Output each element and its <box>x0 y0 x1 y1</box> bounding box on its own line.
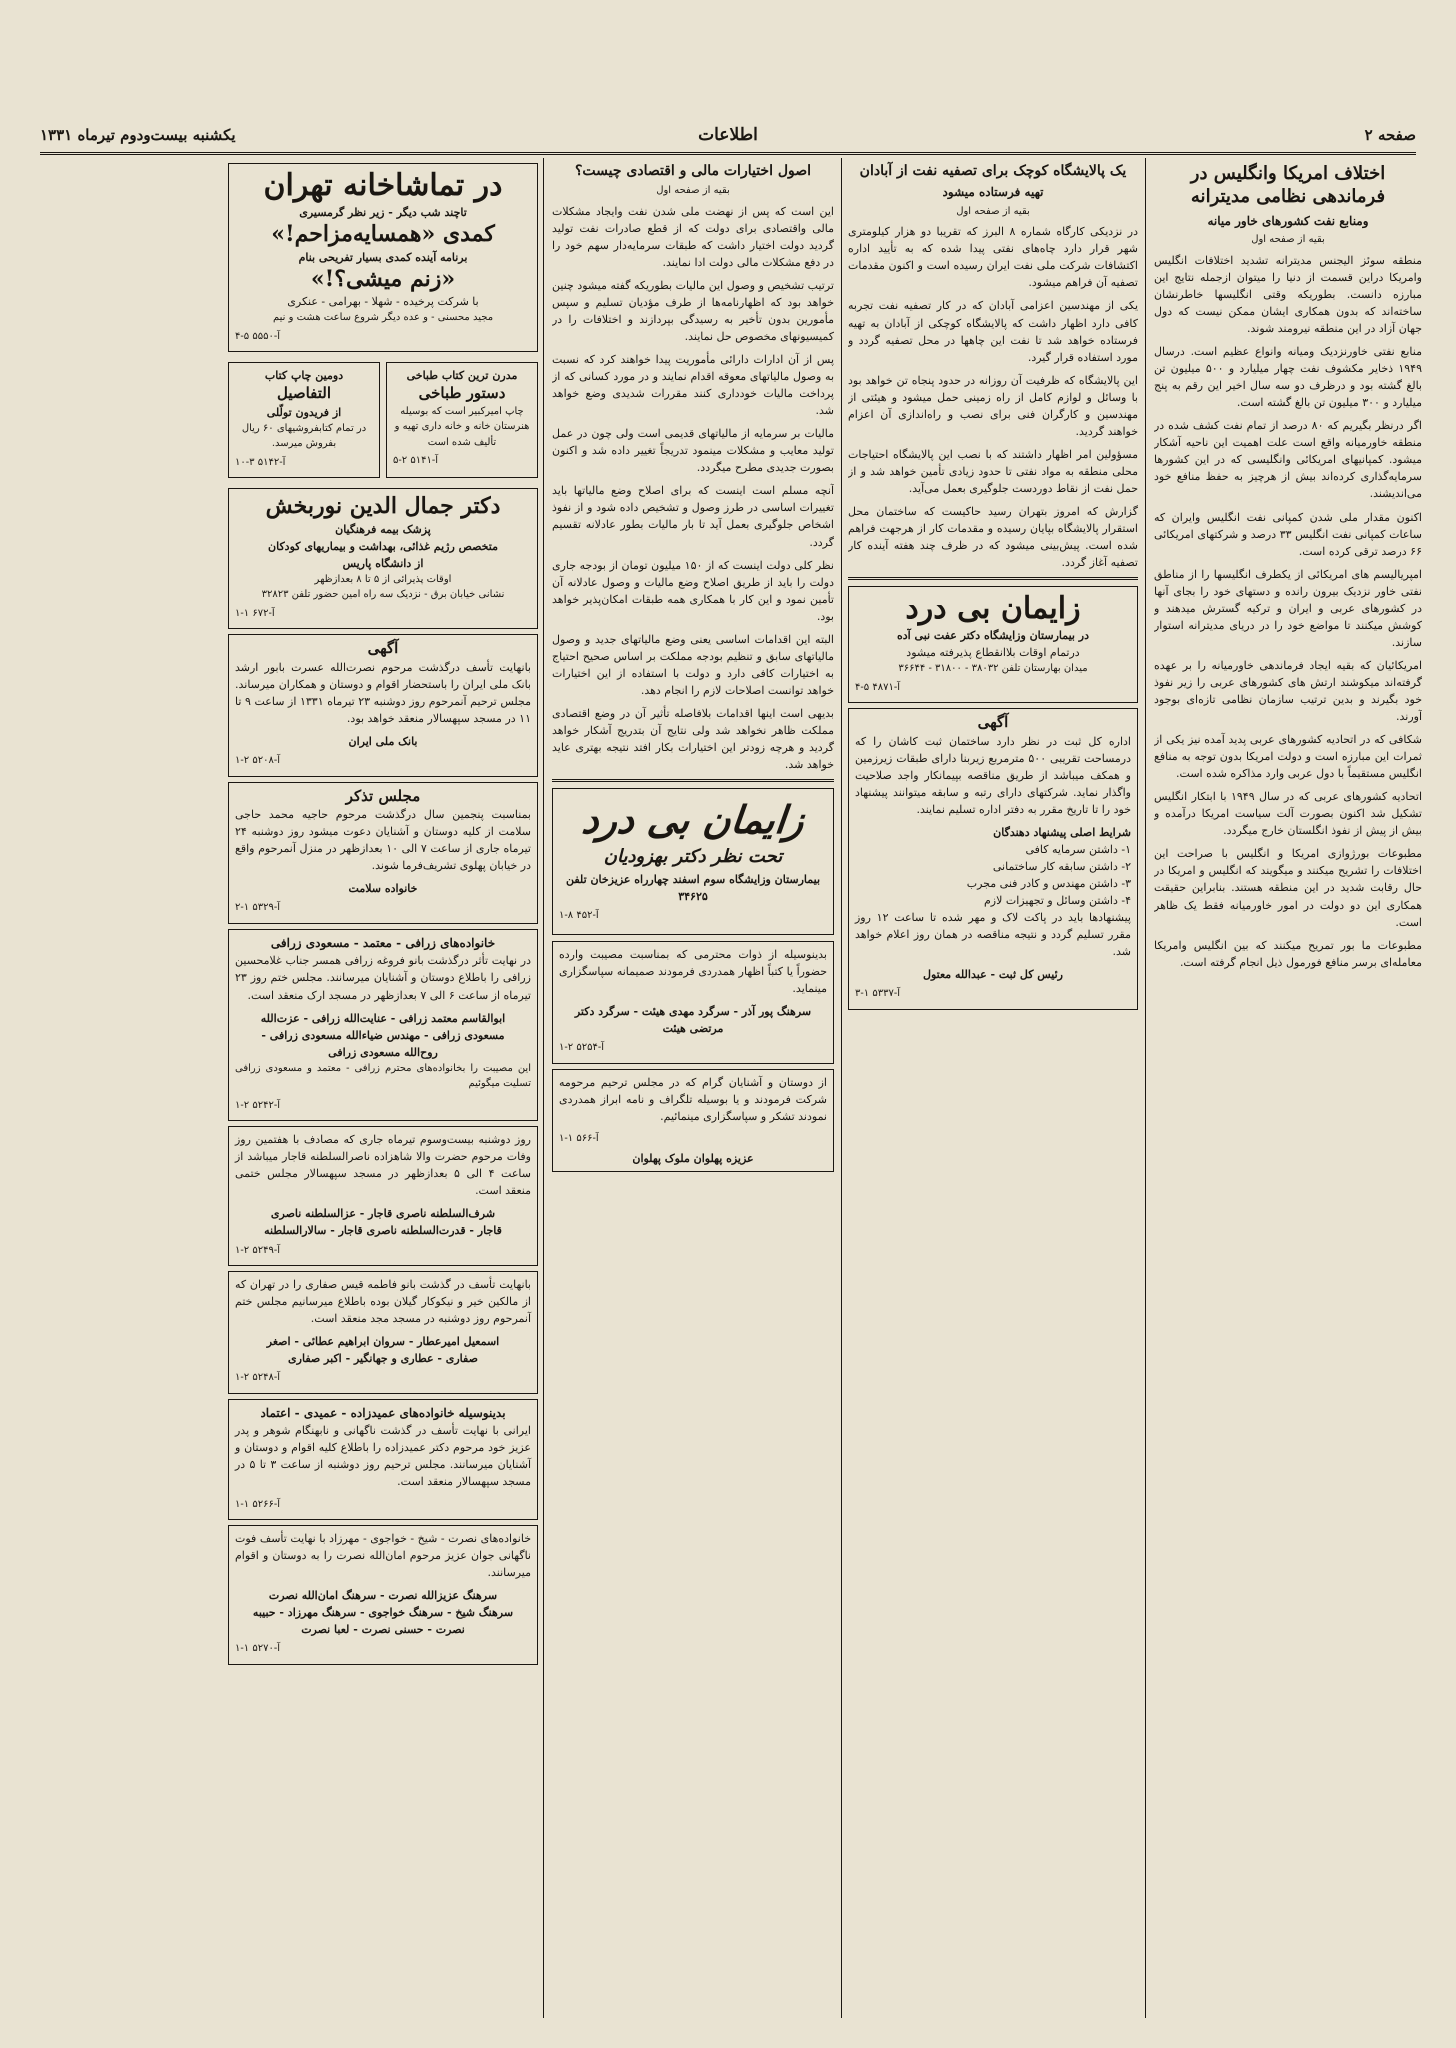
article-paragraph: اتحادیه کشورهای عربی که در سال ۱۹۴۹ با ابتکار انگلیس تشکیل شد اکنون بصورت آلت سیاست امریکا درآمده و بیش از پیش از نفوذ انگلستان خارج میگردد. <box>1154 790 1422 838</box>
notice-names: سرهنگ عزیزالله نصرت - سرهنگ امان‌الله نصرت <box>268 1589 498 1603</box>
ad-text: پیشنهادها باید در پاکت لاک و مهر شده تا ساعت ۱۲ روز مقرر تسلیم گردد و نتیجه مناقصه در همان روز اعلام خواهد شد. <box>855 911 1131 959</box>
article-paragraph: آنچه مسلم است اینست که برای اصلاح وضع مالیاتها باید تغییرات اساسی در طرز وصول و تشخیص داده شود و از نفوذ اشخاص جلوگیری بعمل آید تا بار مالیات بطور عادلانه تقسیم گردد. <box>552 484 834 549</box>
ad-book-cooking <box>386 362 538 478</box>
notice-signature: خانواده سلامت <box>348 882 418 896</box>
notice-family-amidzadeh <box>228 1399 538 1520</box>
ad-condition: ۳- داشتن مهندس و کادر فنی مجرب <box>966 877 1131 891</box>
article-paragraph: مطبوعات ما بور تمریح میکنند که بین انگلیس وامریکا معامله‌ای برسر منافع فورمول ذیل انجام گرفته است. <box>1154 938 1422 969</box>
notice-names: اسمعیل امیرعطار - سروان ابراهیم عطائی - اصغر <box>266 1335 500 1349</box>
article-paragraph: شکافی که در اتحادیه کشورهای عربی پدید آمده نیز یکی از ثمرات این مبارزه است و دولت امریکا بدون توجه به منافع انگلیس مستقیماً با دول عربی وارد مذاکره شده است. <box>1154 733 1422 781</box>
notice-title: خانواده‌های زرافی - معتمد - مسعودی زرافی <box>270 935 496 950</box>
ad-line: «زنم میشی؟!» <box>310 265 456 292</box>
subheadline: تهیه فرستاده میشود <box>942 185 1044 200</box>
notice-family-nosrat <box>228 1525 538 1665</box>
article-paragraph: مالیات بر سرمایه از مالیاتهای قدیمی است ولی چون در عمل تولید معایب و مشکلات مینمود تدریجاً تغییر داده شد و اکنون بصورت جدیدی مطرح میگردد. <box>552 427 834 475</box>
ad-painless-childbirth <box>848 586 1138 703</box>
continued-note: بقیه از صفحه اول <box>956 205 1030 217</box>
ad-title: دستور طباخی <box>418 384 506 403</box>
ad-code: آ-۵۲۴۲ ۲-۱ <box>235 1099 280 1111</box>
ad-line: دومین چاپ کتاب <box>264 369 344 383</box>
headline-us-uk-dispute: اختلاف امریکا وانگلیس در فرماندهی نظامی مدیترانه <box>1190 163 1386 208</box>
ad-condition: ۴- داشتن وسائل و تجهیزات لازم <box>984 894 1131 908</box>
column-3 <box>552 158 834 2018</box>
column-divider <box>1145 158 1146 2018</box>
ad-line: مجید محسنی - و عده دیگر شروع ساعت هشت و نیم <box>272 312 494 324</box>
column-1 <box>1154 158 1422 2018</box>
ad-code: آ-۵۲۰۸ ۲-۱ <box>235 755 280 767</box>
ad-line: متخصص رژیم غذائی، بهداشت و بیماریهای کودکان <box>268 539 498 553</box>
ad-title: در تماشاخانه تهران <box>263 168 503 203</box>
article-paragraph: پس از آن ادارات دارائی مأموریت پیدا خواهند کرد که نسبت به وصول مالیاتهای معوقه اقدام نمایند و در مورد کسانی که از پرداخت مالیات خودداری کنند مقررات شدیدی وضع خواهد شد. <box>552 353 834 418</box>
page-number: صفحه ۲ <box>1364 126 1416 144</box>
notice-names: ابوالقاسم معتمد زرافی - عنایت‌الله زرافی - عزت‌الله <box>260 1011 506 1025</box>
notice-text: خانواده‌های نصرت - شیخ - خواجوی - مهرزاد با نهایت تأسف فوت ناگهانی جوان عزیز مرحوم امان‌الله نصرت را به دوستان و اقوام میرسانند. <box>235 1532 531 1580</box>
ad-conditions-title: شرایط اصلی پیشنهاد دهندگان <box>993 826 1131 839</box>
article-paragraph: این پالایشگاه که ظرفیت آن روزانه در حدود پنجاه تن خواهد بود با وسائل و لوازم کامل از راه زمینی حمل میشود و هیئتی از مهندسین و کارگران فنی برای نصب و راه‌اندازی آن اعزام خواهند گردید. <box>848 373 1138 438</box>
notice-names: قاجار - قدرت‌السلطنه ناصری قاجار - سالارالسلطنه <box>264 1224 502 1238</box>
subheadline: ومنابع نفت کشورهای خاور میانه <box>1207 213 1369 228</box>
notice-title: مجلس تذکر <box>345 786 421 805</box>
ad-line: پزشک بیمه فرهنگیان <box>335 522 431 536</box>
article-paragraph: نظر کلی دولت اینست که از ۱۵۰ میلیون تومان از بودجه جاری دولت را باید از طریق اصلاح وضع مالیات و وصول عادلانه آن تأمین نمود و این کار با همکاری همه طبقات امکان‌پذیر خواهد بود. <box>552 558 834 623</box>
article-paragraph: اکنون مقدار ملی شدن کمپانی نفت انگلیس وایران که ساعات کمپانی نفت انگلیس ۳۳ درصد و شرکتهای امریکائی ۶۶ درصد ترقی کرده است. <box>1154 510 1422 558</box>
ad-line: بیمارستان وزایشگاه سوم اسفند چهارراه عزیزخان تلفن ۳۴۶۲۵ <box>565 872 821 903</box>
column-divider <box>841 158 842 2018</box>
notice-signature: سرهنگ پور آذر - سرگرد مهدی هیئت - سرگرد دکتر مرتضی هیئت <box>574 1005 812 1036</box>
ad-signature: رئیس کل ثبت - عبدالله معتول <box>923 968 1063 982</box>
article-paragraph: اگر درنظر بگیریم که ۸۰ درصد از تمام نفت کشف شده در منطقه خاورمیانه واقع است علت اهمیت این ناحیه آشکار میشود. کمپانیهای امریکائی وانگلیسی که در این کشورها سرمایه‌گذاری کرده‌اند بیش از هرچیز به حفظ منافع خود می‌اندیشند. <box>1154 419 1422 501</box>
ad-code: آ-۵۱۴۲ ۳-۱۰ <box>235 456 286 468</box>
ad-line: در تمام کتابفروشیهای ۶۰ ریال بفروش میرسد. <box>241 422 367 450</box>
notice-names: شرف‌السلطنه ناصری قاجار - عزالسلطنه ناصری <box>270 1207 496 1221</box>
ad-theater <box>228 163 538 352</box>
notice-signature: عزیزه پهلوان ملوک پهلوان <box>632 1151 754 1165</box>
ad-doctor <box>228 488 538 629</box>
continued-note: بقیه از صفحه اول <box>656 185 730 197</box>
ad-code: آ-۵۲۴۹ ۲-۱ <box>235 1244 280 1256</box>
article-paragraph: منطقه سوئز الیجنس مدیترانه تشدید اختلافات انگلیس وامریکا دراین قسمت از دنیا را میتوان ازجمله نتایج این مبارزه دانست. بطوریکه وقتی انگلیسها خاطرنشان ساخته‌اند که بدون همکاری ایشان ممکن نیست که دول جهان آزاد در این منطقه نیرومند شوند. <box>1154 253 1422 336</box>
ad-condition: ۱- داشتن سرمایه کافی <box>1025 843 1131 857</box>
ad-line: برنامه آینده کمدی بسیار تفریحی بنام <box>298 250 468 264</box>
thanks-notice <box>552 941 834 1064</box>
ad-line: با شرکت پرخیده - شهلا - بهرامی - عنکری <box>287 295 479 309</box>
article-paragraph: در نزدیکی کارگاه شماره ۸ البرز که تقریبا دو هزار کیلومتری شهر قرار دارد چاه‌های نفتی پیدا شده که به تأیید اداره اکتشافات شرکت ملی نفت ایران رسیده است و اکنون مقدمات تصفیه آن فراهم میشود. <box>848 225 1138 290</box>
notice-text: این مصیبت را بخانواده‌های محترم زرافی - معتمد و مسعودی زرافی تسلیت میگوئیم <box>235 1062 531 1090</box>
notice-names: روح‌الله مسعودی زرافی <box>328 1045 438 1059</box>
continued-note: بقیه از صفحه اول <box>1251 234 1325 246</box>
ad-line: میدان بهارستان تلفن ۳۸۰۳۲ - ۳۱۸۰۰ - ۳۶۶۴۴ <box>898 663 1088 675</box>
book-ads-row <box>228 357 538 483</box>
column-divider <box>543 158 544 2018</box>
notice-text: بمناسبت پنجمین سال درگذشت مرحوم حاجیه محمد حاجی سلامت از کلیه دوستان و آشنایان دعوت میشود روز دوشنبه ۲۴ تیرماه جاری از ساعت ۷ الی ۱۰ بعدازظهر در منزل آنمرحوم واقع در خیابان پهلوی تشریف‌فرما شوند. <box>235 808 531 873</box>
article-paragraph: گزارش که امروز بتهران رسید حاکیست که ساختمان محل استقرار پالایشگاه بپایان رسیده و مقدمات کار از هرجهت فراهم شده است. پیش‌بینی میشود که در ظرف چند هفته آینده کار تصفیه آغاز گردد. <box>848 504 1138 570</box>
ad-line: چاپ امیرکبیر است که بوسیله هنرستان خانه و خانه داری تهیه و تألیف شده است <box>394 405 530 448</box>
article-paragraph: امپریالیسم های امریکائی از یکطرف انگلیسها را از مناطق نفتی خاور نزدیک بیرون رانده و دستهای خود را بجای آنها در کشورهای عربی و ایران و ترکیه گسترش میدهند و کوشش میکنند تا مواضع خود را در دریای مدیترانه استوار سازند. <box>1154 567 1422 649</box>
notice-title: آگهی <box>367 639 399 658</box>
ad-line: از دانشگاه پاریس <box>342 556 424 570</box>
notice-names: صفاری - عطاری و جهانگیر - اکبر صفاری <box>288 1352 478 1366</box>
ad-code: آ-۵۲۴۸ ۲-۱ <box>235 1372 280 1384</box>
headline-financial-powers: اصول اختیارات مالی و اقتصادی چیست؟ <box>574 163 812 179</box>
column-4-ads <box>228 158 538 2018</box>
notice-text: بانهایت تأسف درگذشت مرحوم نصرت‌الله عسرت بابور ارشد بانک ملی ایران را باستحضار اقوام و دوستان و همکاران میرساند. مجلس ترحیم آنمرحوم روز دوشنبه ۲۳ تیرماه ۱۳۳۱ از ساعت ۹ تا ۱۱ در مسجد سپهسالار منعقد خواهد بود. <box>235 660 531 726</box>
ad-code: آ-۵۲۷۰ ۱-۱ <box>235 1643 280 1655</box>
section-divider <box>552 779 834 782</box>
ad-line: کمدی «همسایه‌مزاحم!» <box>271 221 495 248</box>
ad-book-tafasil <box>228 362 380 478</box>
notice-text: ایرانی با نهایت تأسف در گذشت ناگهانی و نابهنگام شوهر و پدر عزیز خود مرحوم دکتر عمیدزاده را باطلاع کلیه اقوام و دوستان و آشنایان میرسانند. مجلس ترحیم روز دوشنبه از ساعت ۳ تا ۵ در مسجد سپهسالار منعقد است. <box>235 1424 531 1489</box>
ad-code: آ-۵۲۶۶ ۱-۱ <box>235 1498 280 1510</box>
article-paragraph: مطبوعات بورژوازی امریکا و انگلیس با صراحت این اختلافات را تشریح میکنند و میگویند که انگلیس و امریکا در حال رقابت شدید در این منطقه هستند. بنابراین حقیقت همکاری این دو دولت در امور خاورمیانه فقط یک ظاهر است. <box>1154 847 1422 929</box>
article-paragraph: این است که پس از نهضت ملی شدن نفت وایجاد مشکلات مالی واقتصادی برای دولت که از قطع صادرات نفت تولید گردید دولت اختیار داشت که طبقات سرمایه‌دار سهم خود را در دفع مشکلات مالی دولت ادا نمایند. <box>552 204 834 269</box>
thanks-notice <box>552 1069 834 1172</box>
notice-text: بدینوسیله از ذوات محترمی که بمناسبت مصیبت وارده حضوراً یا کتباً اظهار همدردی فرمودند صمیمانه سپاسگزاری مینماید. <box>559 948 827 996</box>
ad-line: در بیمارستان وزایشگاه دکتر عفت نبی آده <box>896 629 1090 643</box>
ad-subtitle: تحت نظر دکتر بهزودیان <box>603 845 783 867</box>
notice-text: روز دوشنبه بیست‌وسوم تیرماه جاری که مصادف با هفتمین روز وفات مرحوم حضرت والا شاهزاده ناصرالسلطنه قاجار میباشد از ساعت ۴ الی ۵ بعدازظهر در مسجد سپهسالار مجلس ختمی منعقد است. <box>235 1133 531 1198</box>
ad-code: آ-۵۱۴۱ ۲-۵ <box>393 455 438 467</box>
notice-signature: بانک ملی ایران <box>348 735 418 749</box>
notice-text: از دوستان و آشنایان گرام که در مجلس ترحیم مرحومه شرکت فرمودند و یا بوسیله تلگراف و نامه ابراز همدردی نمودند تشکر و سپاسگزاری مینمائیم. <box>559 1075 827 1124</box>
ad-code: آ-۵۵۵۰ ۵-۴ <box>235 330 280 342</box>
ad-code: آ-۵۶۶ ۱-۱ <box>559 1133 599 1145</box>
article-paragraph: ترتیب تشخیص و وصول این مالیات بطوریکه گفته میشود چنین خواهد بود که اظهارنامه‌ها از طرف مؤدیان تسلیم و سپس مأمورین بدون تأخیر به رسیدگی بپردازند و اختلافات را در کمیسیونهای مخصوص حل نمایند. <box>552 278 834 344</box>
notice-names: مسعودی زرافی - مهندس ضیاءالله مسعودی زرافی - <box>261 1028 505 1042</box>
ad-line: مدرن ترین کتاب طباخی <box>406 369 518 383</box>
ad-line: درتمام اوقات بلاانقطاع پذیرفته میشود <box>906 646 1080 660</box>
ad-code: آ-۶۷۲ ۱-۱ <box>235 607 275 619</box>
notice-family-qajar <box>228 1126 538 1266</box>
ad-title: زایمان بی درد <box>905 591 1081 627</box>
ad-painless-childbirth-2 <box>552 788 834 935</box>
ad-tender-notice <box>848 708 1138 1010</box>
notice-names: سرهنگ شیخ - سرهنگ خواجوی - سرهنگ مهرزاد - حبیبه <box>252 1606 514 1620</box>
masthead <box>40 118 1416 155</box>
ad-line: از فریدون تولّلی <box>266 405 342 419</box>
article-paragraph: امریکائیان که بقیه ایجاد فرماندهی خاورمیانه را بر عهده گرفته‌اند میکوشند ارتش های کشورهای عربی را زیر نفوذ خود بگیرند و بدین ترتیب سازمان نظامی تازه‌ای بوجود آورند. <box>1154 658 1422 724</box>
notice-family-zarafi <box>228 929 538 1121</box>
notice-bank <box>228 634 538 776</box>
ad-line: اوقات پذیرائی از ۵ تا ۸ بعدازظهر <box>314 573 452 585</box>
notice-names: نصرت - حسنی نصرت - لعبا نصرت <box>301 1623 465 1637</box>
notice-family-saffari <box>228 1271 538 1394</box>
article-paragraph: مسؤولین امر اظهار داشتند که با نصب این پالایشگاه احتیاجات محلی منطقه به مواد نفتی تا حدود زیادی تأمین خواهد شد و از حمل نفت از نقاط دوردست جلوگیری بعمل می‌آید. <box>848 447 1138 495</box>
ad-line: تاچند شب دیگر - زیر نظر گرمسیری <box>299 206 467 219</box>
article-paragraph: منابع نفتی خاورنزدیک ومیانه وانواع عظیم است. درسال ۱۹۴۹ ذخایر مکشوف نفت چهار میلیارد و ۵۰۰ میلیون تن بالغ گشته بود و درظرف دو سه سال اخیر این رقم به پنج میلیارد و ۳۰۰ میلیون تن بالغ گشته است. <box>1154 345 1422 410</box>
ad-condition: ۲- داشتن سابقه کار ساختمانی <box>992 860 1131 874</box>
ad-title: دکتر جمال الدین نوربخش <box>265 493 501 520</box>
headline-refinery: یک پالایشگاه کوچک برای تصفیه نفت از آبادان <box>859 163 1127 179</box>
ad-code: آ-۵۳۲۹ ۱-۲ <box>235 902 280 914</box>
ad-code: آ-۴۵۲ ۸-۱ <box>559 909 599 921</box>
article-paragraph: یکی از مهندسین اعزامی آبادان که در کار تصفیه نفت تجربه کافی دارد اظهار داشت که پالایشگاه کوچکی از آبادان به تهیه فرستاده خواهد شد تا نفت این چاهها در محل تصفیه گردد و مورد استفاده قرار گیرد. <box>848 299 1138 364</box>
notice-title: بدینوسیله خانواده‌های عمیدزاده - عمیدی - اعتماد <box>260 1405 506 1420</box>
issue-date: یکشنبه بیست‌ودوم تیرماه ۱۳۳۱ <box>39 126 236 144</box>
ad-line: نشانی خیابان برق - نزدیک سه راه امین حضور تلفن ۳۲۸۲۳ <box>261 589 505 601</box>
column-2 <box>848 158 1138 2018</box>
ad-code: آ-۵۲۵۴ ۲-۱ <box>559 1042 604 1054</box>
ad-text: اداره کل ثبت در نظر دارد ساختمان ثبت کاشان را که درمساحت تقریبی ۵۰۰ مترمربع زیربنا دارای طبقات زیرزمین و همکف میباشد از طریق مناقصه بپیمانکار واجد صلاحیت واگذار نماید. شرکتهای دارای رتبه و سابقه میتوانند پیشنهاد خود را تا تاریخ مقرر به دفتر اداره تسلیم نمایند. <box>855 734 1132 816</box>
notice-text: بانهایت تأسف در گذشت بانو فاطمه قیس صفاری را در تهران که از مالکین خیر و نیکوکار گیلان بوده باطلاع میرسانیم مجلس ختم آنمرحوم روز دوشنبه در مسجد مجد منعقد است. <box>235 1278 531 1326</box>
notice-text: در نهایت تأثر درگذشت بانو فروغه زرافی همسر جناب غلامحسین زرافی را باطلاع دوستان و آشنایان میرسانند. مجلس ختم روز ۲۳ تیرماه از ساعت ۶ الی ۷ بعدازظهر در مسجد ارک منعقد است. <box>235 954 531 1002</box>
ad-title: زایمان بی درد <box>579 797 807 843</box>
article-paragraph: البته این اقدامات اساسی یعنی وضع مالیاتهای جدید و وصول مالیاتهای سابق و تنظیم بودجه مملکت بر اساس صحیح احتیاج به اختیارات کافی دارد و دولت با استفاده از این اختیارات خواهد توانست اصلاحات لازم را انجام دهد. <box>552 632 834 697</box>
ad-code: آ-۵۳۳۷ ۱-۳ <box>855 988 900 1000</box>
ad-code: آ-۴۸۷۱ ۵-۴ <box>855 681 900 693</box>
ad-title: آگهی <box>977 713 1009 732</box>
article-paragraph: بدیهی است اینها اقدامات بلافاصله تأثیر آن در وضع اقتصادی مملکت ظاهر نخواهد شد ولی نتایج آن بتدریج آشکار خواهد گردید و هرچه زودتر این اختیارات بکار افتد نتیجه بهتری عاید خواهد شد. <box>552 706 834 772</box>
notice-memorial <box>228 782 538 924</box>
section-divider <box>848 577 1138 580</box>
paper-name: اطلاعات <box>698 125 758 145</box>
ad-title: التفاصیل <box>276 384 332 403</box>
